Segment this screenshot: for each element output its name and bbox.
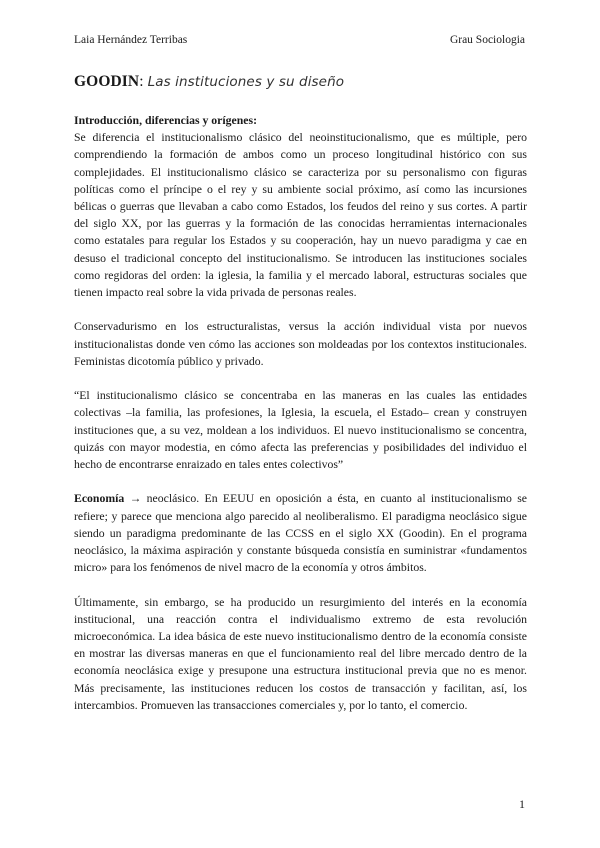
document-body <box>74 112 527 731</box>
header-author: Laia Hernández Terribas <box>74 34 188 46</box>
quote-paragraph: “El institucionalismo clásico se concentraba en las maneras en las cuales las entidades colectivas –la familia, las profesiones, la Iglesia, la escuela, el Estado– crean y construyen instituciones que, a su vez, moldean a los individuos. El nuevo institucionalismo se concentra, quizás con mayor modestia, en cómo afecta las preferencias y posibilidades del individuo el hecho de encontrarse enraizado en tales entes colectivos” <box>74 389 527 472</box>
economy-text: neoclásico. En EEUU en oposición a ésta, en cuanto al institucionalismo se refiere; y parece que menciona algo parecido al neoliberalismo. El paradigma neoclásico sigue siendo un paradigma predominante de las CCSS en el siglo XX (Goodin). En el programa neoclásico, la máxima aspiración y constante búsqueda consistía en suministrar «fundamentos micro» para los fenómenos de nivel macro de la economía y otros ámbitos. <box>74 492 527 575</box>
title-subtitle: Las instituciones y su diseño <box>147 74 345 90</box>
page-title <box>74 73 344 91</box>
economy-lead: Economía <box>74 492 125 506</box>
paragraph-structuralists: Conservadurismo en los estructuralistas, versus la acción individual vista por nuevos institucionalistas donde ven cómo las acciones son moldeadas por los contextos institucionales. Feministas dicotomía público y privado. <box>74 320 527 368</box>
section-heading: Introducción, diferencias y orígenes: <box>74 114 257 127</box>
title-main: GOODIN <box>74 73 140 90</box>
section-introduction-text: Se diferencia el institucionalismo clásico del neoinstitucionalismo, que es múltiple, pero comprendiendo la formación de ambos como un proceso longitudinal histórico con sus complejidades. El institucionalismo clásico se caracteriza por su personalismo con figuras políticas como el príncipe o el rey y su ambiente social próximo, así como las incursiones bélicas o guerras que llevaban a cabo como Estados, los feudos del reino y sus cortes. A partir del siglo XX, por las guerras y la formación de las conocidas herramientas internacionales como estatales para regular los Estados y su cooperación, hay un nuevo paradigma y cae en desuso el tradicional concepto del institucionalismo. Se introducen las instituciones sociales como regidoras del orden: la iglesia, la familia y el mercado laboral, estructuras sociales que tienen impacto real sobre la vida privada de personas reales. <box>74 131 527 300</box>
title-separator: : <box>139 73 148 90</box>
section-introduction <box>74 112 527 301</box>
header-course: Grau Sociologia <box>449 34 525 46</box>
paragraph-economy <box>74 490 527 576</box>
paragraph-resurgence: Últimamente, sin embargo, se ha producido un resurgimiento del interés en la economía institucional, una reacción contra el individualismo extremo de esta revolución microeconómica. La idea básica de este nuevo institucionalismo dentro de la economía consiste en mostrar las diversas maneras en que el funcionamiento real del libre mercado dentro de la economía neoclásica exige y presupone una estructura institucional previa que no es menor. Más precisamente, las instituciones reducen los costos de transacción y facilitan, así, los intercambios. Promueven las transacciones comerciales y, por lo tanto, el comercio. <box>74 595 527 712</box>
arrow-icon: → <box>124 492 147 506</box>
page-number: 1 <box>519 797 525 811</box>
